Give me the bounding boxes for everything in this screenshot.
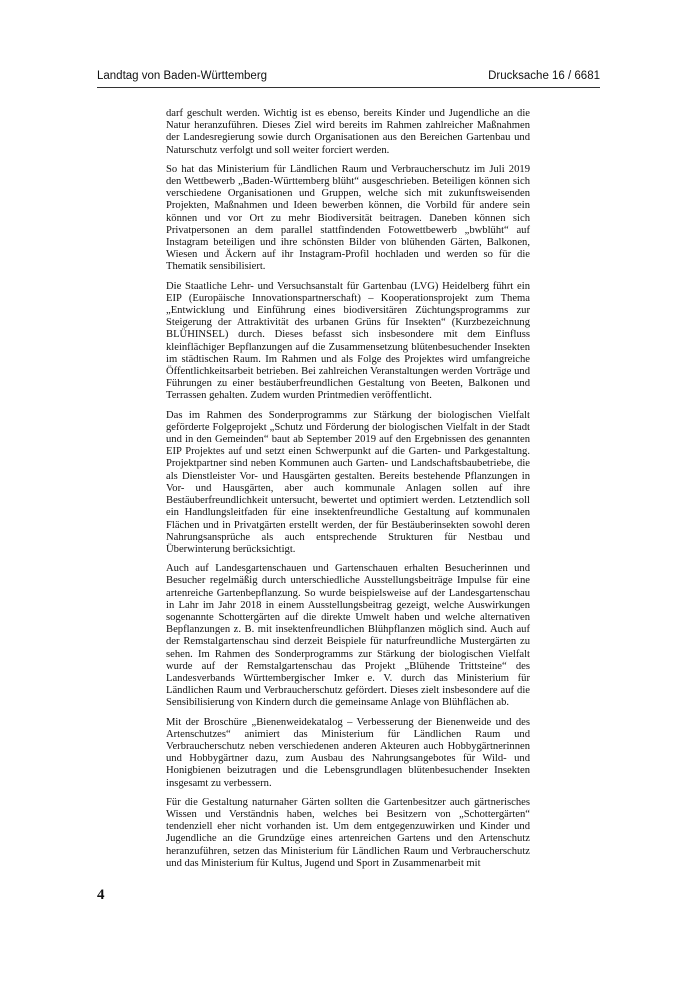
paragraph: Für die Gestaltung naturnaher Gärten sollten die Gartenbesitzer auch gärtnerisches Wissen und Verständnis haben, welches bei Besitzern von „Schottergärten“ tendenziell eher nicht vorhanden ist. Um dem entgegenzuwirken und Kinder und Jugendliche an die Grundzüge eines artenreichen Gartens und den Artenschutz heranzuführen, setzen das Ministerium für Ländlichen Raum und Verbraucherschutz und das Ministerium für Kultus, Jugend und Sport in Zusammenarbeit mit bbox=[166, 796, 530, 869]
page-number: 4 bbox=[97, 887, 105, 903]
paragraph: Die Staatliche Lehr- und Versuchsanstalt für Gartenbau (LVG) Heidelberg führt ein EIP (Europäische Innovationspartnerschaft) – Kooperationsprojekt zum Thema „Entwicklung und Einführung eines biodiversitären Züchtungsprogramms zur Steigerung der Attraktivität des urbanen Grüns für Insekten“ (Kurzbezeichnung BLÜHINSEL) durch. Dieses befasst sich insbesondere mit dem Einfluss kleinflächiger Bepflanzungen auf die Zusammensetzung blütenbesuchender Insekten im städtischen Raum. Im Rahmen und als Folge des Projektes wird umfangreiche Öffentlichkeitsarbeit betrieben. Bei zahlreichen Veranstaltungen werden Vorträge und Führungen zu einer bestäuberfreundlichen Gestaltung von Beeten, Balkonen und Terrassen gehalten. Zudem wurden Printmedien veröffentlicht. bbox=[166, 280, 530, 402]
running-header bbox=[97, 64, 600, 86]
header-rule bbox=[97, 87, 600, 88]
header-document-number: Drucksache 16 / 6681 bbox=[488, 70, 600, 82]
paragraph: So hat das Ministerium für Ländlichen Raum und Verbraucherschutz im Juli 2019 den Wettbewerb „Baden-Württemberg blüht“ ausgeschrieben. Beteiligen können sich verschiedene Organisationen und Gruppen, welche sich mit zukunftsweisenden Projekten, Maßnahmen und Ideen bewerben können, die Vorbild für andere sein können und vor Ort zu mehr Biodiversität beitragen. Daneben können sich Privatpersonen an dem parallel stattfindenden Fotowettbewerb „bwblüht“ auf Instagram beteiligen und ihre schönsten Bilder von blühenden Gärten, Balkonen, Wiesen und Äckern auf ihr Instagram-Profil hochladen und werden so für die Thematik sensibilisiert. bbox=[166, 163, 530, 273]
header-parliament-name: Landtag von Baden-Württemberg bbox=[97, 70, 268, 82]
paragraph: Mit der Broschüre „Bienenweidekatalog – Verbesserung der Bienenweide und des Artenschutzes“ animiert das Ministerium für Ländlichen Raum und Verbraucherschutz neben verschiedenen anderen Akteuren auch Hobbygärtnerinnen und Hobbygärtner dazu, zum Ausbau des Nahrungsangebotes für Wild- und Honigbienen beizutragen und die Lebensgrundlagen blütenbesuchender Insekten insgesamt zu verbessern. bbox=[166, 716, 530, 789]
paragraph: Auch auf Landesgartenschauen und Gartenschauen erhalten Besucherinnen und Besucher regelmäßig durch unterschiedliche Ausstellungsbeiträge Impulse für eine artenreiche Gartenbepflanzung. So wurde beispielsweise auf der Landesgartenschau in Lahr im Jahr 2018 in einem Ausstellungsbeitrag gezeigt, welche Auswirkungen sogenannte Schottergärten auf die direkte Umwelt haben und welche alternativen Bepflanzungen z. B. mit insektenfreundlichen Blühpflanzen möglich sind. Auch auf der Remstalgartenschau sind derzeit Beispiele für naturfreundliche Mustergärten zu sehen. Im Rahmen des Sonderprogramms zur Stärkung der biologischen Vielfalt wurde auf der Remstalgartenschau das Projekt „Blühende Trittsteine“ des Landesverbands Württembergischer Imker e. V. durch das Ministerium für Ländlichen Raum und Verbraucherschutz gefördert. Dieses zielt insbesondere auf die Sensibilisierung von Kindern durch die gemeinsame Anlage von Blühflächen ab. bbox=[166, 563, 530, 709]
body-text bbox=[166, 108, 530, 877]
paragraph: Das im Rahmen des Sonderprogramms zur Stärkung der biologischen Vielfalt geförderte Folgeprojekt „Schutz und Förderung der biologischen Vielfalt in der Stadt und in den Gemeinden“ baut ab September 2019 auf den Ergebnissen des genannten EIP Projektes auf und setzt einen Schwerpunkt auf die Garten- und Parkgestaltung. Projektpartner sind neben Kommunen auch Garten- und Landschaftsbaubetriebe, die als Dienstleister Vor- und Hausgärten gestalten. Bereits bestehende Pflanzungen in Vor- und Hausgärten, aber auch kommunale Anlagen sollen auf ihre Bestäuberfreundlichkeit untersucht, bewertet und optimiert werden. Letztendlich soll ein Handlungsleitfaden für eine insektenfreundliche Gestaltung auf kommunalen Flächen und in Privatgärten erstellt werden, der für Bestäuberinsekten sowohl deren Nahrungsansprüche als auch entsprechende Strukturen für Nestbau und Überwinterung berücksichtigt. bbox=[166, 409, 530, 555]
paragraph: darf geschult werden. Wichtig ist es ebenso, bereits Kinder und Jugendliche an die Natur heranzuführen. Dieses Ziel wird bereits im Rahmen zahlreicher Maßnahmen der Landesregierung sowie durch Organisationen aus den Bereichen Gartenbau und Naturschutz verfolgt und soll weiter forciert werden. bbox=[166, 108, 530, 156]
